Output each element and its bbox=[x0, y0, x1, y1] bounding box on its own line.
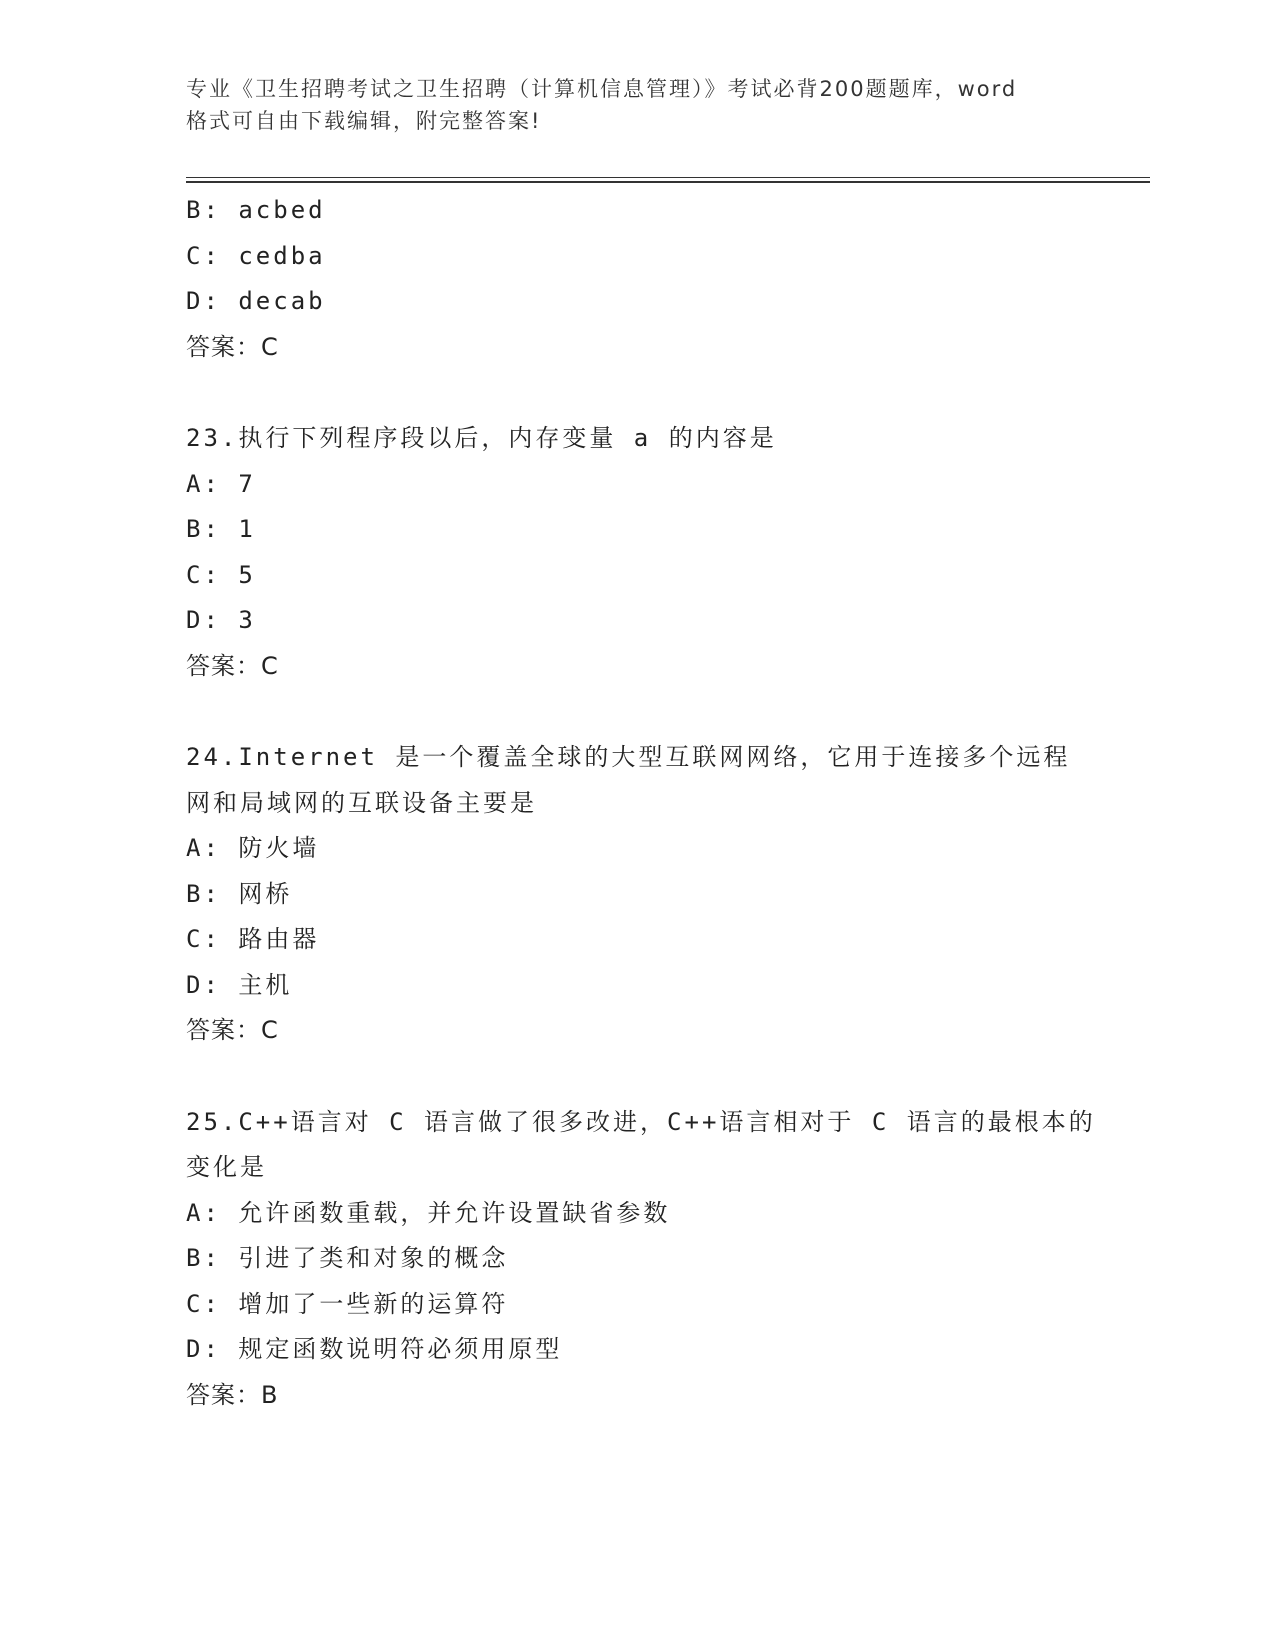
question-23 bbox=[186, 416, 1106, 689]
option-a: A: 防火墙 bbox=[186, 834, 320, 862]
option-d: D: 3 bbox=[186, 606, 256, 634]
question-24 bbox=[186, 735, 1106, 1054]
answer: 答案：C bbox=[186, 332, 279, 361]
document-header bbox=[186, 73, 1086, 137]
question-25 bbox=[186, 1100, 1106, 1419]
question-title-line-2: 网和局域网的互联设备主要是 bbox=[186, 788, 537, 817]
answer: 答案：C bbox=[186, 651, 279, 680]
option-a: A: 允许函数重载，并允许设置缺省参数 bbox=[186, 1198, 671, 1227]
option-d: D: 规定函数说明符必须用原型 bbox=[186, 1335, 563, 1363]
option-b: B: 引进了类和对象的概念 bbox=[186, 1244, 509, 1272]
option-b: B: 网桥 bbox=[186, 879, 293, 908]
question-title-line-2: 变化是 bbox=[186, 1153, 267, 1181]
option-c: C: 路由器 bbox=[186, 925, 320, 953]
option-a: A: 7 bbox=[186, 469, 256, 498]
option-b: B: acbed bbox=[186, 196, 326, 224]
question-title-line-1: 25.C++语言对 C 语言做了很多改进，C++语言相对于 C 语言的最根本的 bbox=[186, 1107, 1096, 1136]
option-c: C: cedba bbox=[186, 241, 326, 270]
question-list bbox=[186, 188, 1106, 1418]
answer: 答案：B bbox=[186, 1380, 279, 1409]
question-title: 23.执行下列程序段以后，内存变量 a 的内容是 bbox=[186, 424, 777, 452]
option-b: B: 1 bbox=[186, 515, 256, 543]
header-line-1: 专业《卫生招聘考试之卫生招聘（计算机信息管理）》考试必背200题题库，word bbox=[186, 77, 1018, 101]
header-divider-thick bbox=[186, 181, 1150, 183]
option-d: D: decab bbox=[186, 287, 326, 315]
header-divider-thin bbox=[186, 177, 1150, 178]
option-d: D: 主机 bbox=[186, 970, 293, 999]
header-line-2: 格式可自由下载编辑，附完整答案! bbox=[186, 109, 542, 133]
question-22-tail bbox=[186, 188, 1106, 370]
spacer bbox=[186, 1054, 1106, 1100]
answer: 答案：C bbox=[186, 1016, 279, 1044]
spacer bbox=[186, 689, 1106, 735]
option-c: C: 增加了一些新的运算符 bbox=[186, 1289, 509, 1318]
option-c: C: 5 bbox=[186, 560, 256, 589]
spacer bbox=[186, 370, 1106, 416]
question-title-line-1: 24.Internet 是一个覆盖全球的大型互联网网络，它用于连接多个远程 bbox=[186, 743, 1071, 771]
